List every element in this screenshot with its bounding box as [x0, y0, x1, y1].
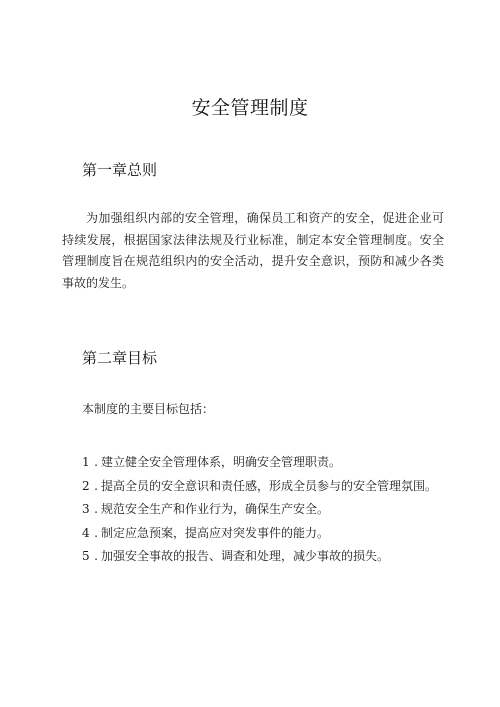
- goal-text: 加强安全事故的报告、调查和处理，减少事故的损失。: [101, 549, 390, 563]
- goal-text: 提高全员的安全意识和责任感，形成全员参与的安全管理氛围。: [101, 478, 438, 493]
- goal-text: 规范安全生产和作业行为，确保生产安全。: [101, 502, 330, 516]
- chapter-1-heading: 第一章总则: [82, 161, 158, 179]
- goal-item-5: [82, 545, 462, 569]
- goal-separator: .: [94, 549, 98, 563]
- goal-item-2: [82, 475, 462, 499]
- goal-number: 2: [82, 478, 90, 493]
- goal-separator: .: [94, 502, 98, 516]
- goal-separator: .: [94, 455, 98, 469]
- goals-list: [82, 451, 462, 569]
- goal-separator: .: [94, 478, 98, 493]
- goal-separator: .: [94, 525, 98, 540]
- chapter-2-intro: 本制度的主要目标包括：: [82, 402, 215, 416]
- goal-number: 3: [82, 502, 90, 516]
- chapter-2-heading: 第二章目标: [82, 349, 158, 367]
- goal-item-4: [82, 522, 462, 546]
- goal-item-3: [82, 498, 462, 522]
- goal-text: 建立健全安全管理体系，明确安全管理职责。: [101, 455, 342, 469]
- goal-number: 1: [82, 455, 90, 469]
- goal-number: 4: [82, 525, 90, 540]
- goal-item-1: [82, 451, 462, 475]
- goal-text: 制定应急预案，提高应对突发事件的能力。: [101, 525, 330, 540]
- chapter-1-paragraph: 为加强组织内部的安全管理，确保员工和资产的安全，促进企业可持续发展，根据国家法律法规及行业标准，制定本安全管理制度。安全管理制度旨在规范组织内的安全活动，提升安全意识，预防和减少各类事故的发生。: [62, 211, 444, 290]
- document-title: 安全管理制度: [191, 97, 309, 119]
- goal-number: 5: [82, 549, 90, 563]
